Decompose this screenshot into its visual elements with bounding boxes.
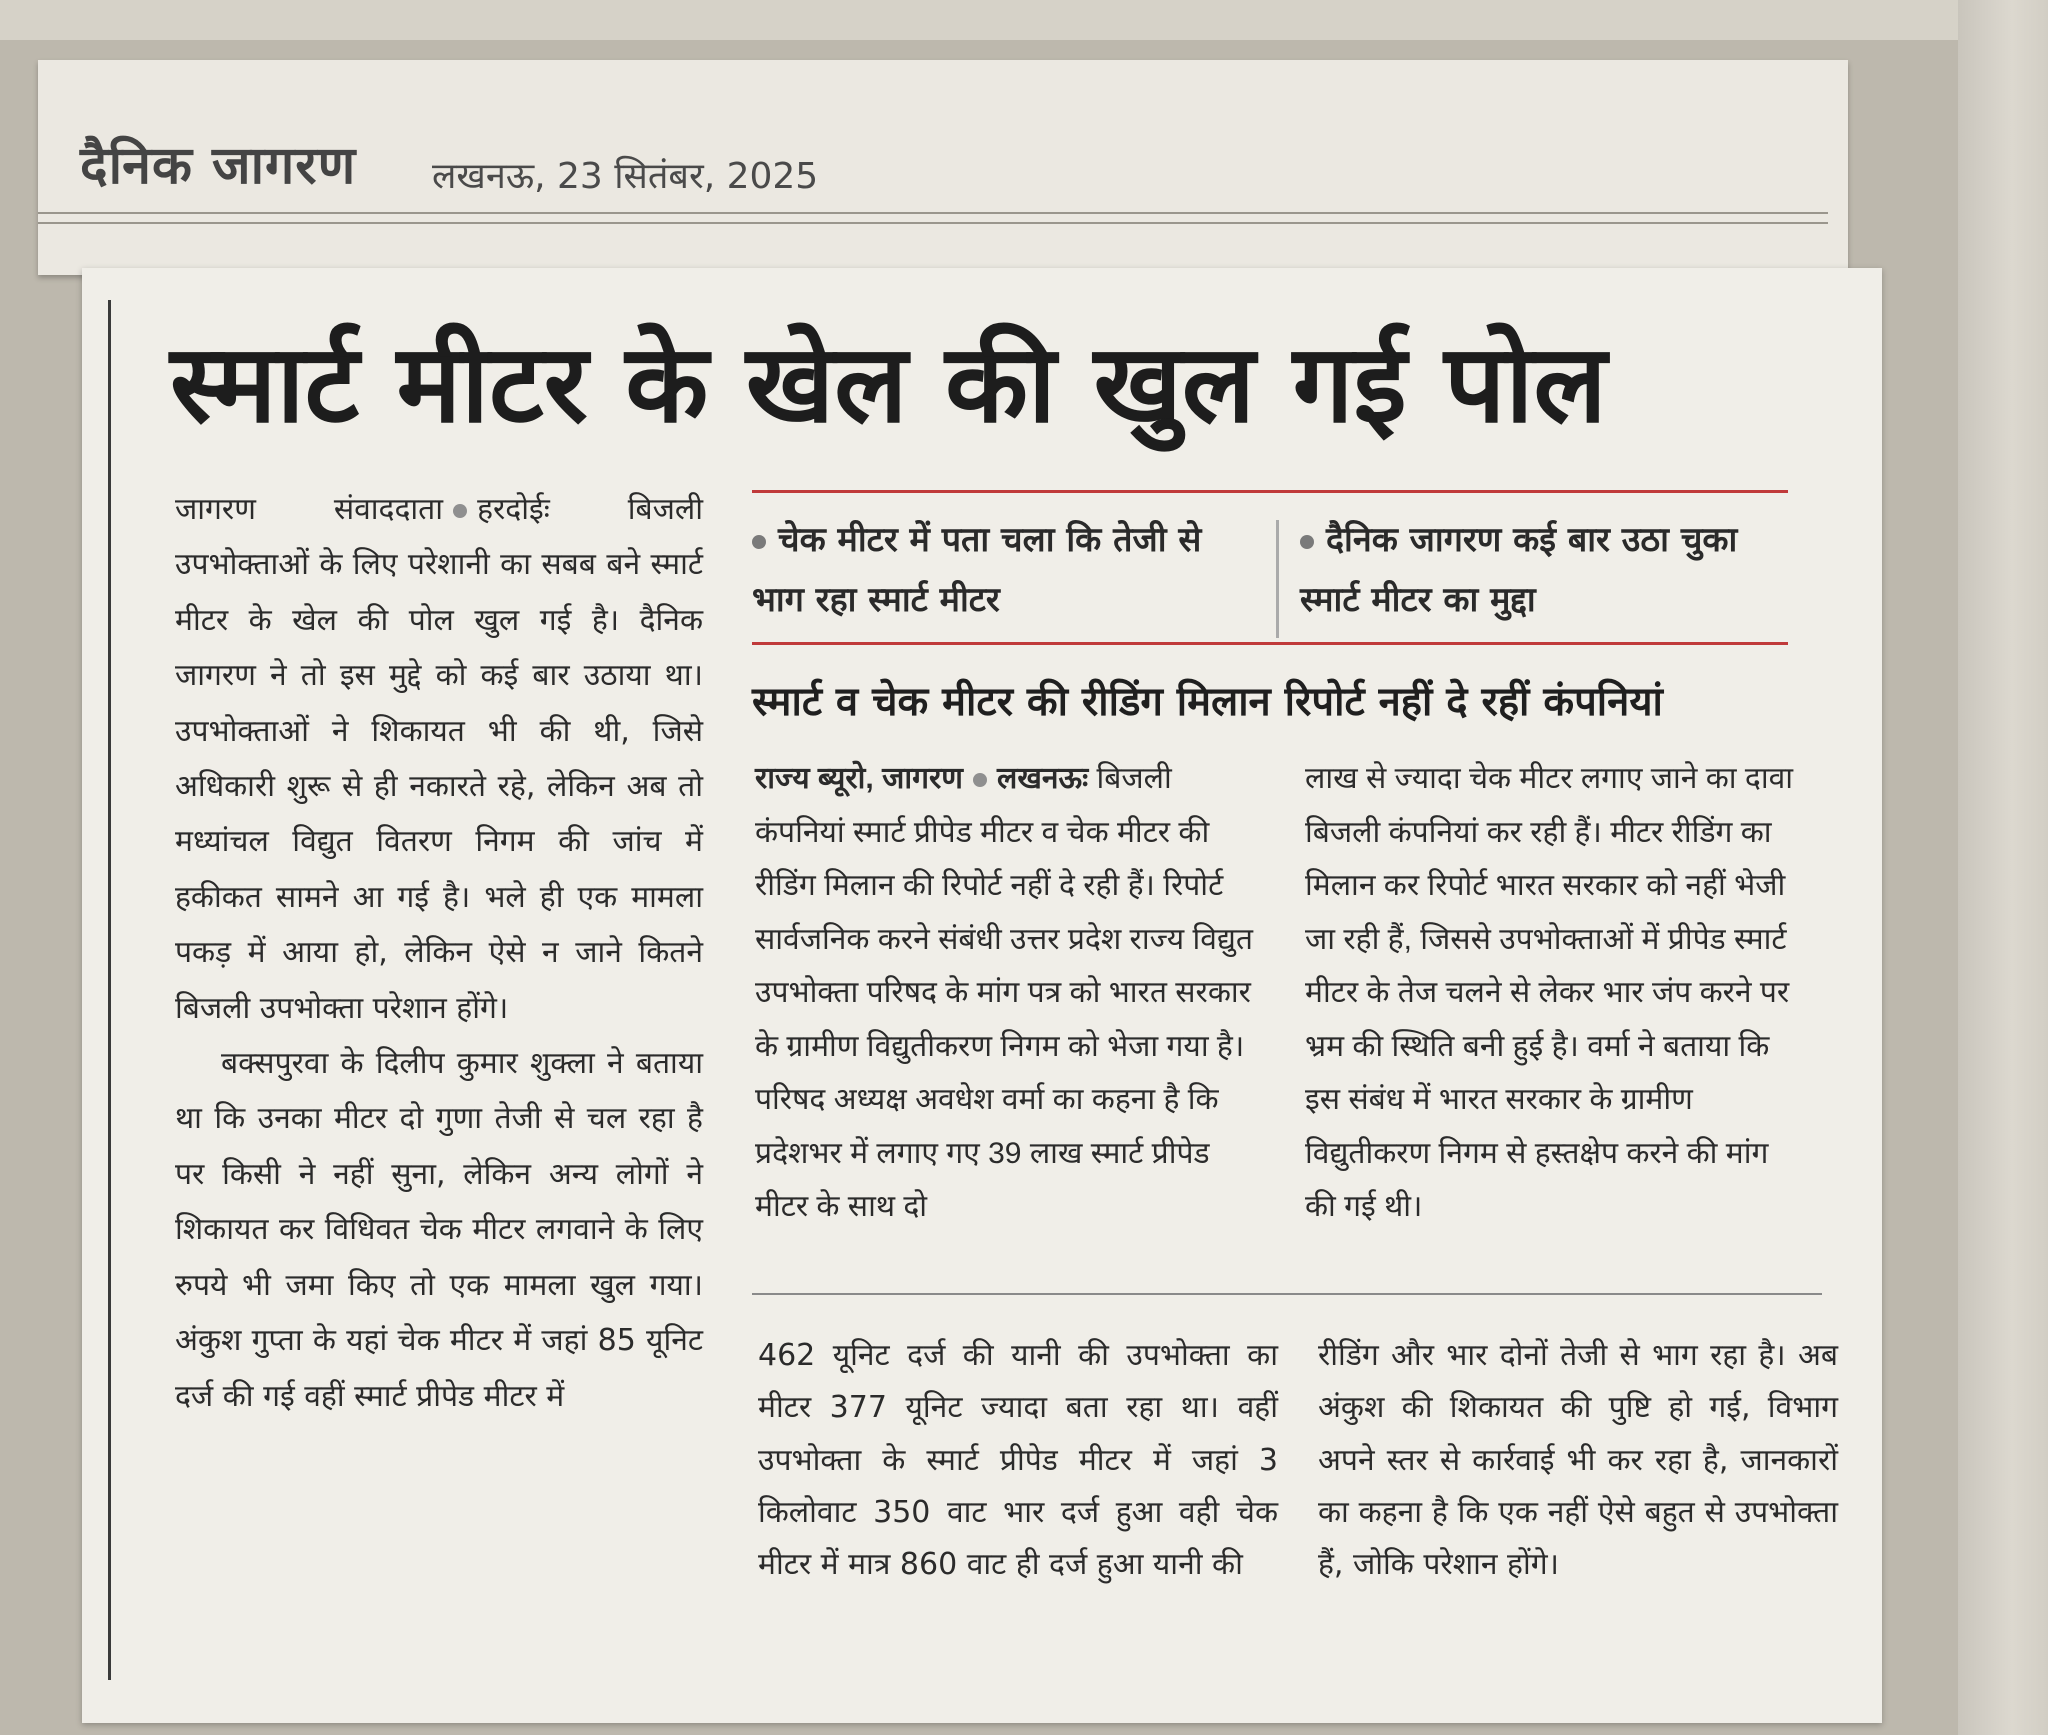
- sub-story-para: [755, 752, 1255, 1234]
- highlight-text: दैनिक जागरण कई बार उठा चुका स्मार्ट मीटर का मुद्दा: [1300, 520, 1738, 620]
- sub-story-para: लाख से ज्यादा चेक मीटर लगाए जाने का दावा बिजली कंपनियां कर रही हैं। मीटर रीडिंग का मिलान कर रिपोर्ट भारत सरकार को नहीं भेजी जा रही हैं, जिससे उपभोक्ताओं में प्रीपेड स्मार्ट मीटर के तेज चलने से लेकर भार जंप करने पर भ्रम की स्थिति बनी हुई है। वर्मा ने बताया कि इस संबंध में भारत सरकार के ग्रामीण विद्युतीकरण निगम से हस्तक्षेप करने की मांग की गई थी।: [1305, 762, 1794, 1223]
- highlight-top-rule: [752, 490, 1788, 493]
- byline: जागरण संवाददाता: [175, 492, 444, 527]
- highlight-item-1: [752, 510, 1232, 650]
- sub-story-column-1: [755, 752, 1255, 1234]
- paragraph-text: बिजली उपभोक्ताओं के लिए परेशानी का सबब बने स्मार्ट मीटर के खेल की पोल खुल गई है। दैनिक जागरण ने तो इस मुद्दे को कई बार उठाया था। उपभोक्ताओं ने शिकायत भी की थी, जिसे अधिकारी शुरू से ही नकारते रहे, लेकिन अब तो मध्यांचल विद्युत वितरण निगम की जांच में हकीकत सामने आ गई है। भले ही एक मामला पकड़ में आया हो, लेकिन ऐसे न जाने कितने बिजली उपभोक्ता परेशान होंगे।: [175, 492, 703, 1026]
- highlight-text: चेक मीटर में पता चला कि तेजी से भाग रहा स्मार्ट मीटर: [752, 520, 1202, 620]
- column-rule-left: [108, 300, 111, 1680]
- bullet-icon: [1300, 535, 1314, 549]
- headline: स्मार्ट मीटर के खेल की खुल गई पोल: [170, 322, 1607, 447]
- left-para-2: बक्सपुरवा के दिलीप कुमार शुक्ला ने बताया था कि उनका मीटर दो गुणा तेजी से चल रहा है पर किसी ने नहीं सुना, लेकिन अन्य लोगों ने शिकायत कर विधिवत चेक मीटर लगवाने के लिए रुपये भी जमा किए तो एक मामला खुल गया। अंकुश गुप्ता के यहां चेक मीटर में जहां 85 यूनिट दर्ज की गई वहीं स्मार्ट प्रीपेड मीटर में: [175, 1046, 703, 1414]
- bullet-icon: [973, 773, 987, 787]
- continuation-para: 462 यूनिट दर्ज की यानी की उपभोक्ता का मीटर 377 यूनिट ज्यादा बता रहा था। वहीं उपभोक्ता के स्मार्ट प्रीपेड मीटर में जहां 3 किलोवाट 350 वाट भार दर्ज हुआ वही चेक मीटर में मात्र 860 वाट ही दर्ज हुआ यानी की: [758, 1338, 1278, 1583]
- highlight-item-2: [1300, 510, 1760, 650]
- paragraph-text: बिजली कंपनियां स्मार्ट प्रीपेड मीटर व चेक मीटर की रीडिंग मिलान की रिपोर्ट नहीं दे रही हैं। रिपोर्ट सार्वजनिक करने संबंधी उत्तर प्रदेश राज्य विद्युत उपभोक्ता परिषद के मांग पत्र को भारत सरकार के ग्रामीण विद्युतीकरण निगम को भेजा गया है। परिषद अध्यक्ष अवधेश वर्मा का कहना है कि प्रदेशभर में लगाए गए 39 लाख स्मार्ट प्रीपेड मीटर के साथ दो: [755, 762, 1253, 1223]
- section-rule: [752, 1293, 1822, 1295]
- sub-byline: राज्य ब्यूरो, जागरण: [755, 762, 963, 795]
- sub-headline: स्मार्ट व चेक मीटर की रीडिंग मिलान रिपोर्ट नहीं दे रहीं कंपनियां: [752, 679, 1663, 725]
- sub-place: लखनऊः: [996, 762, 1089, 795]
- continuation-column-2: [1318, 1330, 1838, 1591]
- continuation-para: रीडिंग और भार दोनों तेजी से भाग रहा है। अब अंकुश की शिकायत की पुष्टि हो गई, विभाग अपने स्तर से कार्रवाई भी कर रहा है, जानकारों का कहना है कि एक नहीं ऐसे बहुत से उपभोक्ता हैं, जोकि परेशान होंगे।: [1318, 1338, 1838, 1583]
- masthead-rule: [38, 212, 1828, 224]
- newspaper-logo: दैनिक जागरण: [80, 136, 357, 196]
- highlight-bottom-rule: [752, 642, 1788, 645]
- place: हरदोईः: [477, 492, 550, 527]
- background-right: [1958, 0, 2048, 1735]
- background-top: [0, 0, 2048, 40]
- bullet-icon: [453, 504, 467, 518]
- continuation-column-1: [758, 1330, 1278, 1591]
- dateline: लखनऊ, 23 सितंबर, 2025: [432, 156, 819, 197]
- left-para-1: [175, 482, 703, 1036]
- highlight-divider: [1276, 520, 1279, 638]
- sub-story-column-2: [1305, 752, 1805, 1234]
- left-column: [175, 482, 703, 1424]
- bullet-icon: [752, 535, 766, 549]
